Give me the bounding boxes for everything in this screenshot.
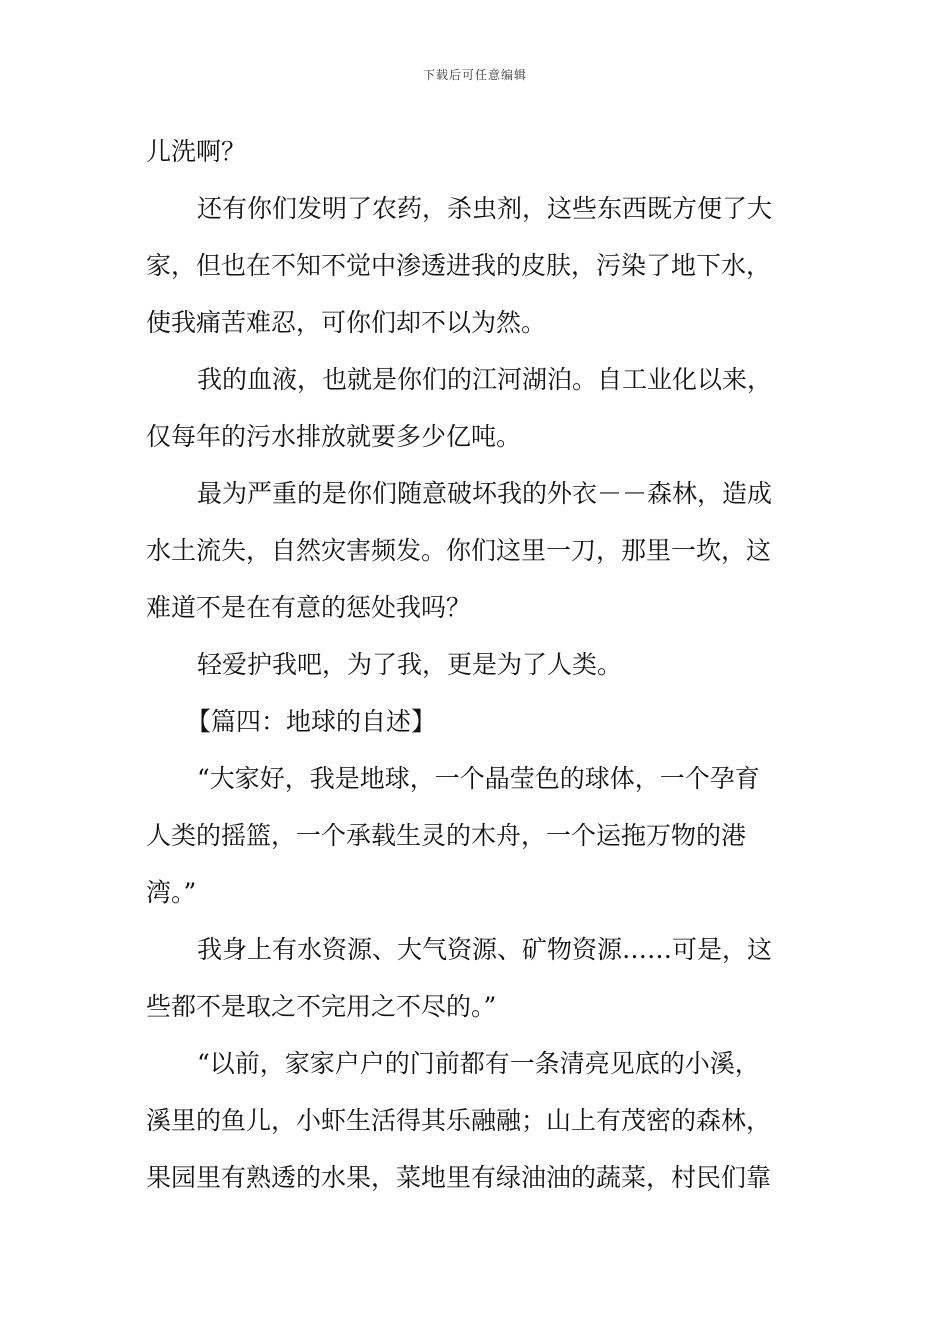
text-line: 最为严重的是你们随意破坏我的外衣－－森林，造成 (197, 479, 773, 508)
text-line: 溪里的鱼儿，小虾生活得其乐融融；山上有茂密的森林， (146, 1106, 772, 1135)
text-line: 人类的摇篮，一个承载生灵的木舟，一个运拖万物的港 (146, 821, 747, 850)
text-line: 儿洗啊？ (146, 137, 247, 166)
text-line: 我的血液，也就是你们的江河湖泊。自工业化以来， (197, 365, 773, 394)
text-line: 还有你们发明了农药，杀虫剂，这些东西既方便了大 (197, 194, 773, 223)
text-line: “以前，家家户户的门前都有一条清亮见底的小溪， (197, 1049, 760, 1078)
section-heading: 【篇四：地球的自述】 (186, 707, 437, 736)
text-line: 水土流失，自然灾害频发。你们这里一刀，那里一坎，这 (146, 536, 772, 565)
text-line: 些都不是取之不完用之不尽的。” (146, 992, 497, 1021)
text-line: 湾。” (146, 878, 197, 907)
page-header: 下载后可任意编辑 (422, 68, 527, 82)
text-line: 我身上有水资源、大气资源、矿物资源……可是，这 (197, 935, 773, 964)
text-line: “大家好，我是地球，一个晶莹色的球体，一个孕育 (197, 764, 760, 793)
text-line: 轻爱护我吧，为了我，更是为了人类。 (197, 650, 623, 679)
text-line: 难道不是在有意的惩处我吗？ (146, 593, 472, 622)
text-line: 家，但也在不知不觉中渗透进我的皮肤，污染了地下水， (146, 251, 772, 280)
text-line: 使我痛苦难忍，可你们却不以为然。 (146, 308, 547, 337)
text-line: 仅每年的污水排放就要多少亿吨。 (146, 422, 522, 451)
text-line: 果园里有熟透的水果，菜地里有绿油油的蔬菜，村民们靠 (146, 1163, 772, 1192)
